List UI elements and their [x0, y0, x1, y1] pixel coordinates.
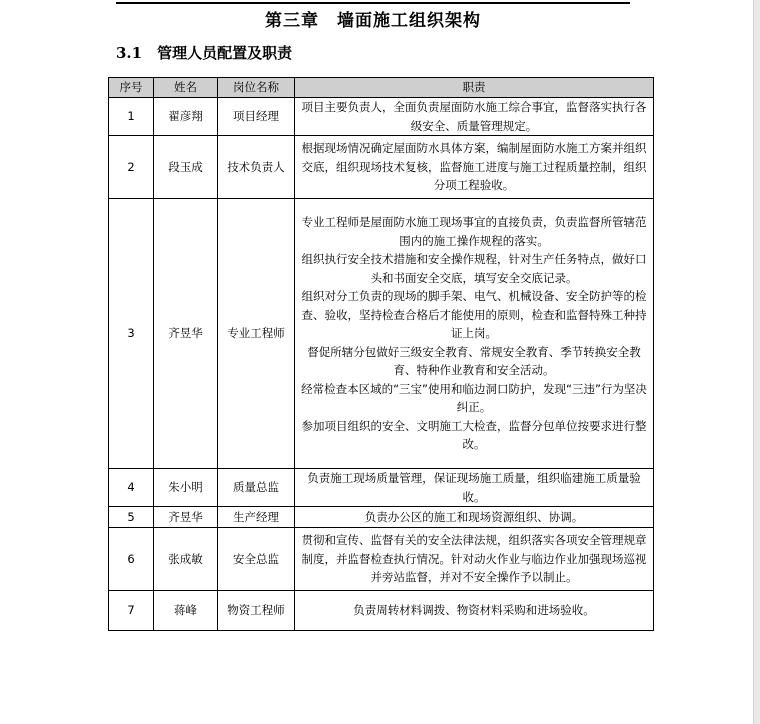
row-position: 项目经理 — [218, 98, 295, 136]
duty-paragraph: 贯彻和宣传、监督有关的安全法律法规，组织落实各项安全管理规章制度，并监督检查执行情况。针对动火作业与临边作业加强现场巡视并旁站监督，并对不安全操作予以制止。 — [301, 533, 647, 585]
row-name: 朱小明 — [154, 469, 218, 507]
row-position: 技术负责人 — [218, 136, 295, 199]
row-duties — [295, 507, 654, 528]
page-edge — [753, 0, 760, 724]
chapter-title: 第三章 墙面施工组织架构 — [265, 11, 481, 31]
row-duties — [295, 136, 654, 199]
row-position: 质量总监 — [218, 469, 295, 507]
row-name: 齐昱华 — [154, 507, 218, 528]
row-no: 7 — [109, 591, 154, 631]
row-no: 6 — [109, 528, 154, 591]
duty-paragraph: 负责施工现场质量管理，保证现场施工质量，组织临建施工质量验收。 — [307, 471, 641, 504]
header-name: 姓名 — [154, 78, 218, 98]
table-row — [109, 528, 654, 591]
duty-paragraph: 根据现场情况确定屋面防水具体方案，编制屋面防水施工方案并组织交底，组织现场技术复核，监督施工进度与施工过程质量控制，组织分项工程验收。 — [301, 141, 647, 193]
row-duties — [295, 98, 654, 136]
table-row — [109, 199, 654, 469]
row-no: 5 — [109, 507, 154, 528]
header-duties: 职责 — [295, 78, 654, 98]
row-no: 2 — [109, 136, 154, 199]
table-row — [109, 469, 654, 507]
section-title: 3.1 管理人员配置及职责 — [116, 44, 293, 62]
row-position: 生产经理 — [218, 507, 295, 528]
duty-paragraph: 专业工程师是屋面防水施工现场事宜的直接负责，负责监督所管辖范围内的施工操作规程的落实。 — [301, 215, 647, 248]
duty-paragraph: 督促所辖分包做好三级安全教育、常规安全教育、季节转换安全教育、特种作业教育和安全活动。 — [307, 344, 641, 378]
duty-paragraph: 负责周转材料调拨、物资材料采购和进场验收。 — [353, 603, 595, 618]
duty-paragraph: 组织对分工负责的现场的脚手架、电气、机械设备、安全防护等的检查、验收，坚持检查合格后才能使用的原则，检查和监督特殊工种持证上岗。 — [301, 289, 647, 341]
duty-paragraph: 参加项目组织的安全、文明施工大检查，监督分包单位按要求进行整改。 — [301, 418, 647, 452]
row-duties — [295, 469, 654, 507]
row-name: 段玉成 — [154, 136, 218, 199]
header-rule — [116, 2, 630, 4]
table-row — [109, 136, 654, 199]
duty-paragraph: 经常检查本区域的“三宝”使用和临边洞口防护，发现“三违”行为坚决纠正。 — [301, 381, 647, 415]
duty-paragraph: 组织执行安全技术措施和安全操作规程，针对生产任务特点，做好口头和书面安全交底，填写安全交底记录。 — [301, 252, 647, 285]
row-no: 1 — [109, 98, 154, 136]
row-name: 齐昱华 — [154, 199, 218, 469]
row-duties — [295, 591, 654, 631]
row-position: 安全总监 — [218, 528, 295, 591]
row-name: 张成敏 — [154, 528, 218, 591]
table-header-row — [109, 78, 654, 98]
header-position: 岗位名称 — [218, 78, 295, 98]
row-name: 翟彦翔 — [154, 98, 218, 136]
staff-table — [108, 77, 654, 631]
table-row — [109, 591, 654, 631]
row-no: 4 — [109, 469, 154, 507]
row-position: 物资工程师 — [218, 591, 295, 631]
table-row — [109, 507, 654, 528]
duty-paragraph: 负责办公区的施工和现场资源组织、协调。 — [364, 509, 584, 524]
header-no: 序号 — [109, 78, 154, 98]
row-name: 蒋峰 — [154, 591, 218, 631]
duty-paragraph: 项目主要负责人，全面负责屋面防水施工综合事宜，监督落实执行各级安全、质量管理规定。 — [301, 100, 647, 133]
row-duties — [295, 528, 654, 591]
row-position: 专业工程师 — [218, 199, 295, 469]
row-no: 3 — [109, 199, 154, 469]
row-duties — [295, 199, 654, 469]
table-row — [109, 98, 654, 136]
